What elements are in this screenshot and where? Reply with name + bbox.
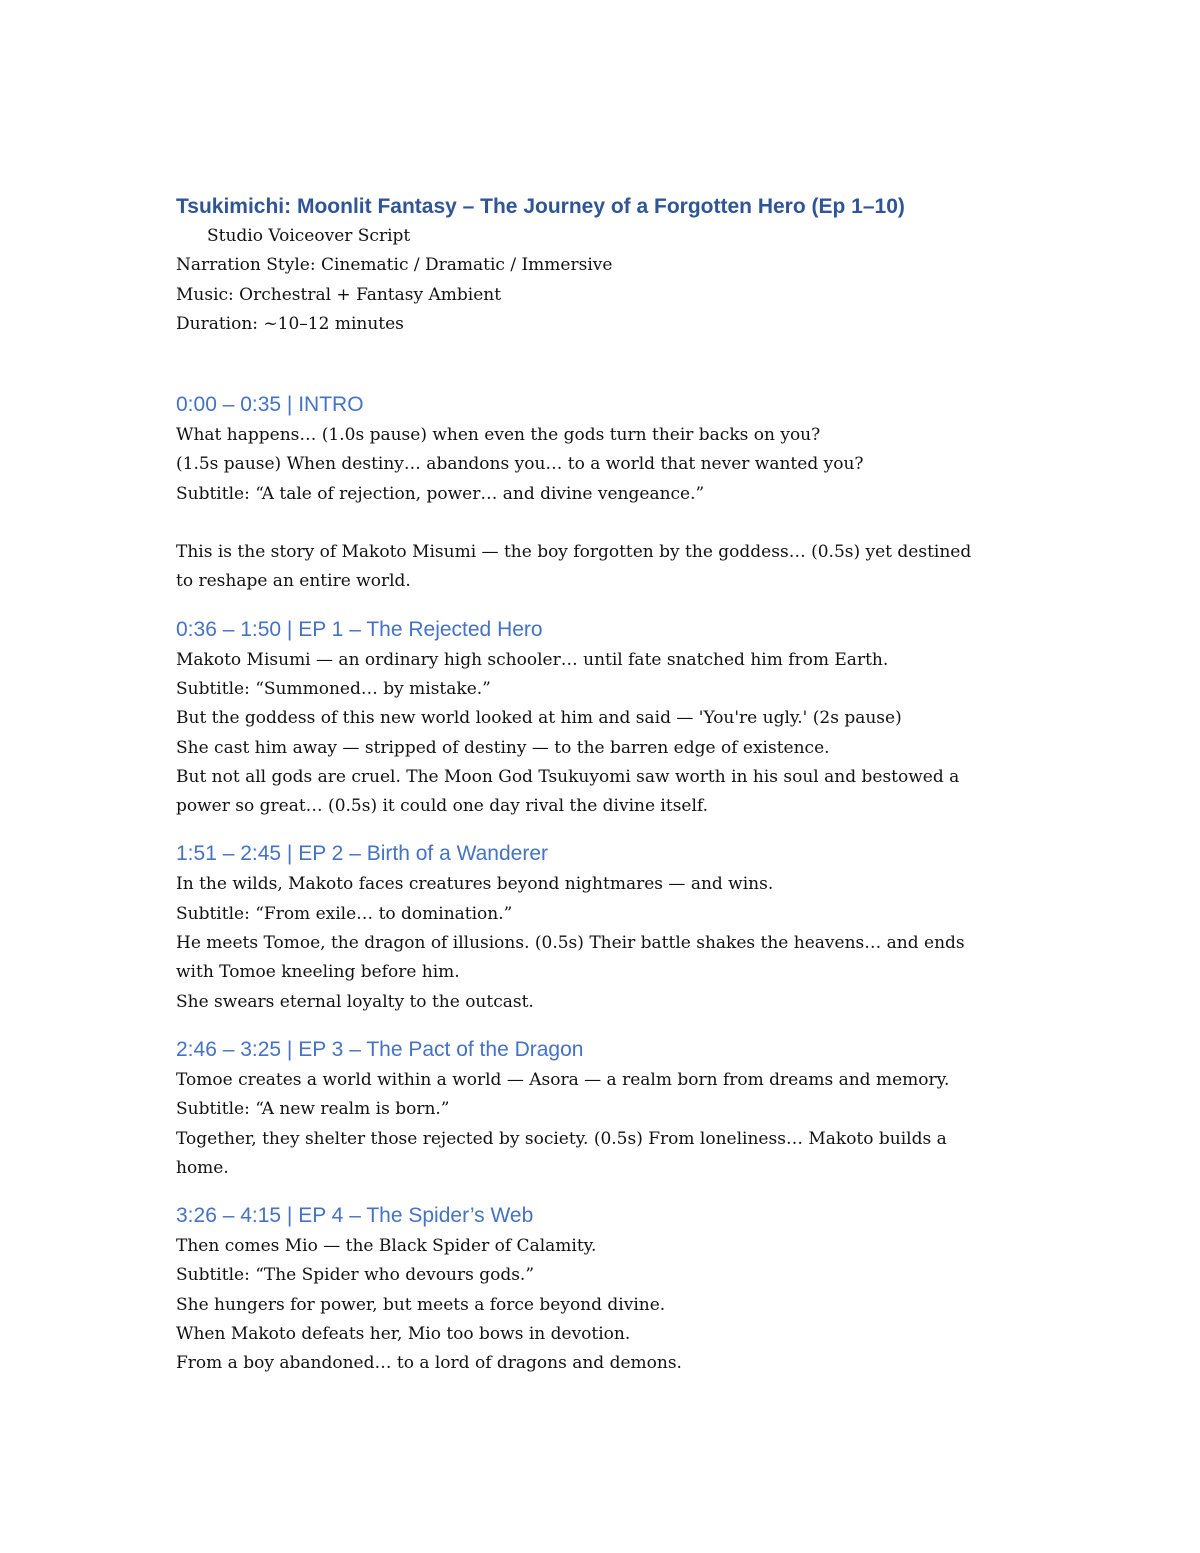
music-line: Music: Orchestral + Fantasy Ambient [176,284,502,305]
section-ep1 [176,614,1036,822]
script-line: But not all gods are cruel. The Moon God Tsukuyomi saw worth in his soul and bestowed a [176,766,960,787]
document-page [176,192,1036,1379]
script-line: In the wilds, Makoto faces creatures beyond nightmares — and wins. [176,874,774,895]
section-heading: 3:26 – 4:15 | EP 4 – The Spider’s Web [176,1204,534,1228]
script-line: She hungers for power, but meets a force beyond divine. [176,1294,666,1315]
script-line: Subtitle: “A new realm is born.” [176,1099,450,1120]
script-line: (1.5s pause) When destiny… abandons you… to a world that never wanted you? [176,454,864,475]
script-line: to reshape an entire world. [176,571,411,592]
script-line: with Tomoe kneeling before him. [176,962,460,983]
script-line: home. [176,1157,229,1178]
section-ep2 [176,838,1036,1016]
script-line: She cast him away — stripped of destiny — to the barren edge of existence. [176,737,830,758]
script-line: Tomoe creates a world within a world — Asora — a realm born from dreams and memory. [176,1069,950,1090]
section-heading: 0:36 – 1:50 | EP 1 – The Rejected Hero [176,617,543,641]
section-intro [176,389,1036,596]
script-line: Subtitle: “From exile… to domination.” [176,903,513,924]
document-title: Tsukimichi: Moonlit Fantasy – The Journey of a Forgotten Hero (Ep 1–10) [176,195,905,218]
section-heading: 0:00 – 0:35 | INTRO [176,393,364,417]
duration-line: Duration: ~10–12 minutes [176,313,404,334]
script-line: He meets Tomoe, the dragon of illusions. (0.5s) Their battle shakes the heavens… and ends [176,933,965,954]
script-line: This is the story of Makoto Misumi — the boy forgotten by the goddess… (0.5s) yet destined [176,542,972,563]
script-line: From a boy abandoned… to a lord of dragons and demons. [176,1353,682,1374]
section-ep3 [176,1034,1036,1183]
script-line: power so great… (0.5s) it could one day rival the divine itself. [176,796,709,817]
script-line: But the goddess of this new world looked at him and said — 'You're ugly.' (2s pause) [176,708,902,729]
script-line: What happens… (1.0s pause) when even the gods turn their backs on you? [176,425,821,446]
script-line: When Makoto defeats her, Mio too bows in devotion. [176,1324,631,1345]
script-line: Together, they shelter those rejected by society. (0.5s) From loneliness… Makoto builds a [176,1128,947,1149]
script-line: She swears eternal loyalty to the outcast. [176,991,534,1012]
script-line: Subtitle: “The Spider who devours gods.” [176,1265,535,1286]
section-ep4 [176,1200,1036,1378]
script-line: Makoto Misumi — an ordinary high schooler… until fate snatched him from Earth. [176,649,889,670]
section-heading: 1:51 – 2:45 | EP 2 – Birth of a Wanderer [176,842,549,866]
script-line: Subtitle: “Summoned… by mistake.” [176,678,491,699]
script-type: Studio Voiceover Script [207,226,411,246]
script-line: Then comes Mio — the Black Spider of Calamity. [176,1236,597,1257]
narration-style: Narration Style: Cinematic / Dramatic / Immersive [176,255,613,276]
section-heading: 2:46 – 3:25 | EP 3 – The Pact of the Dragon [176,1037,584,1061]
script-line: Subtitle: “A tale of rejection, power… and divine vengeance.” [176,483,705,504]
